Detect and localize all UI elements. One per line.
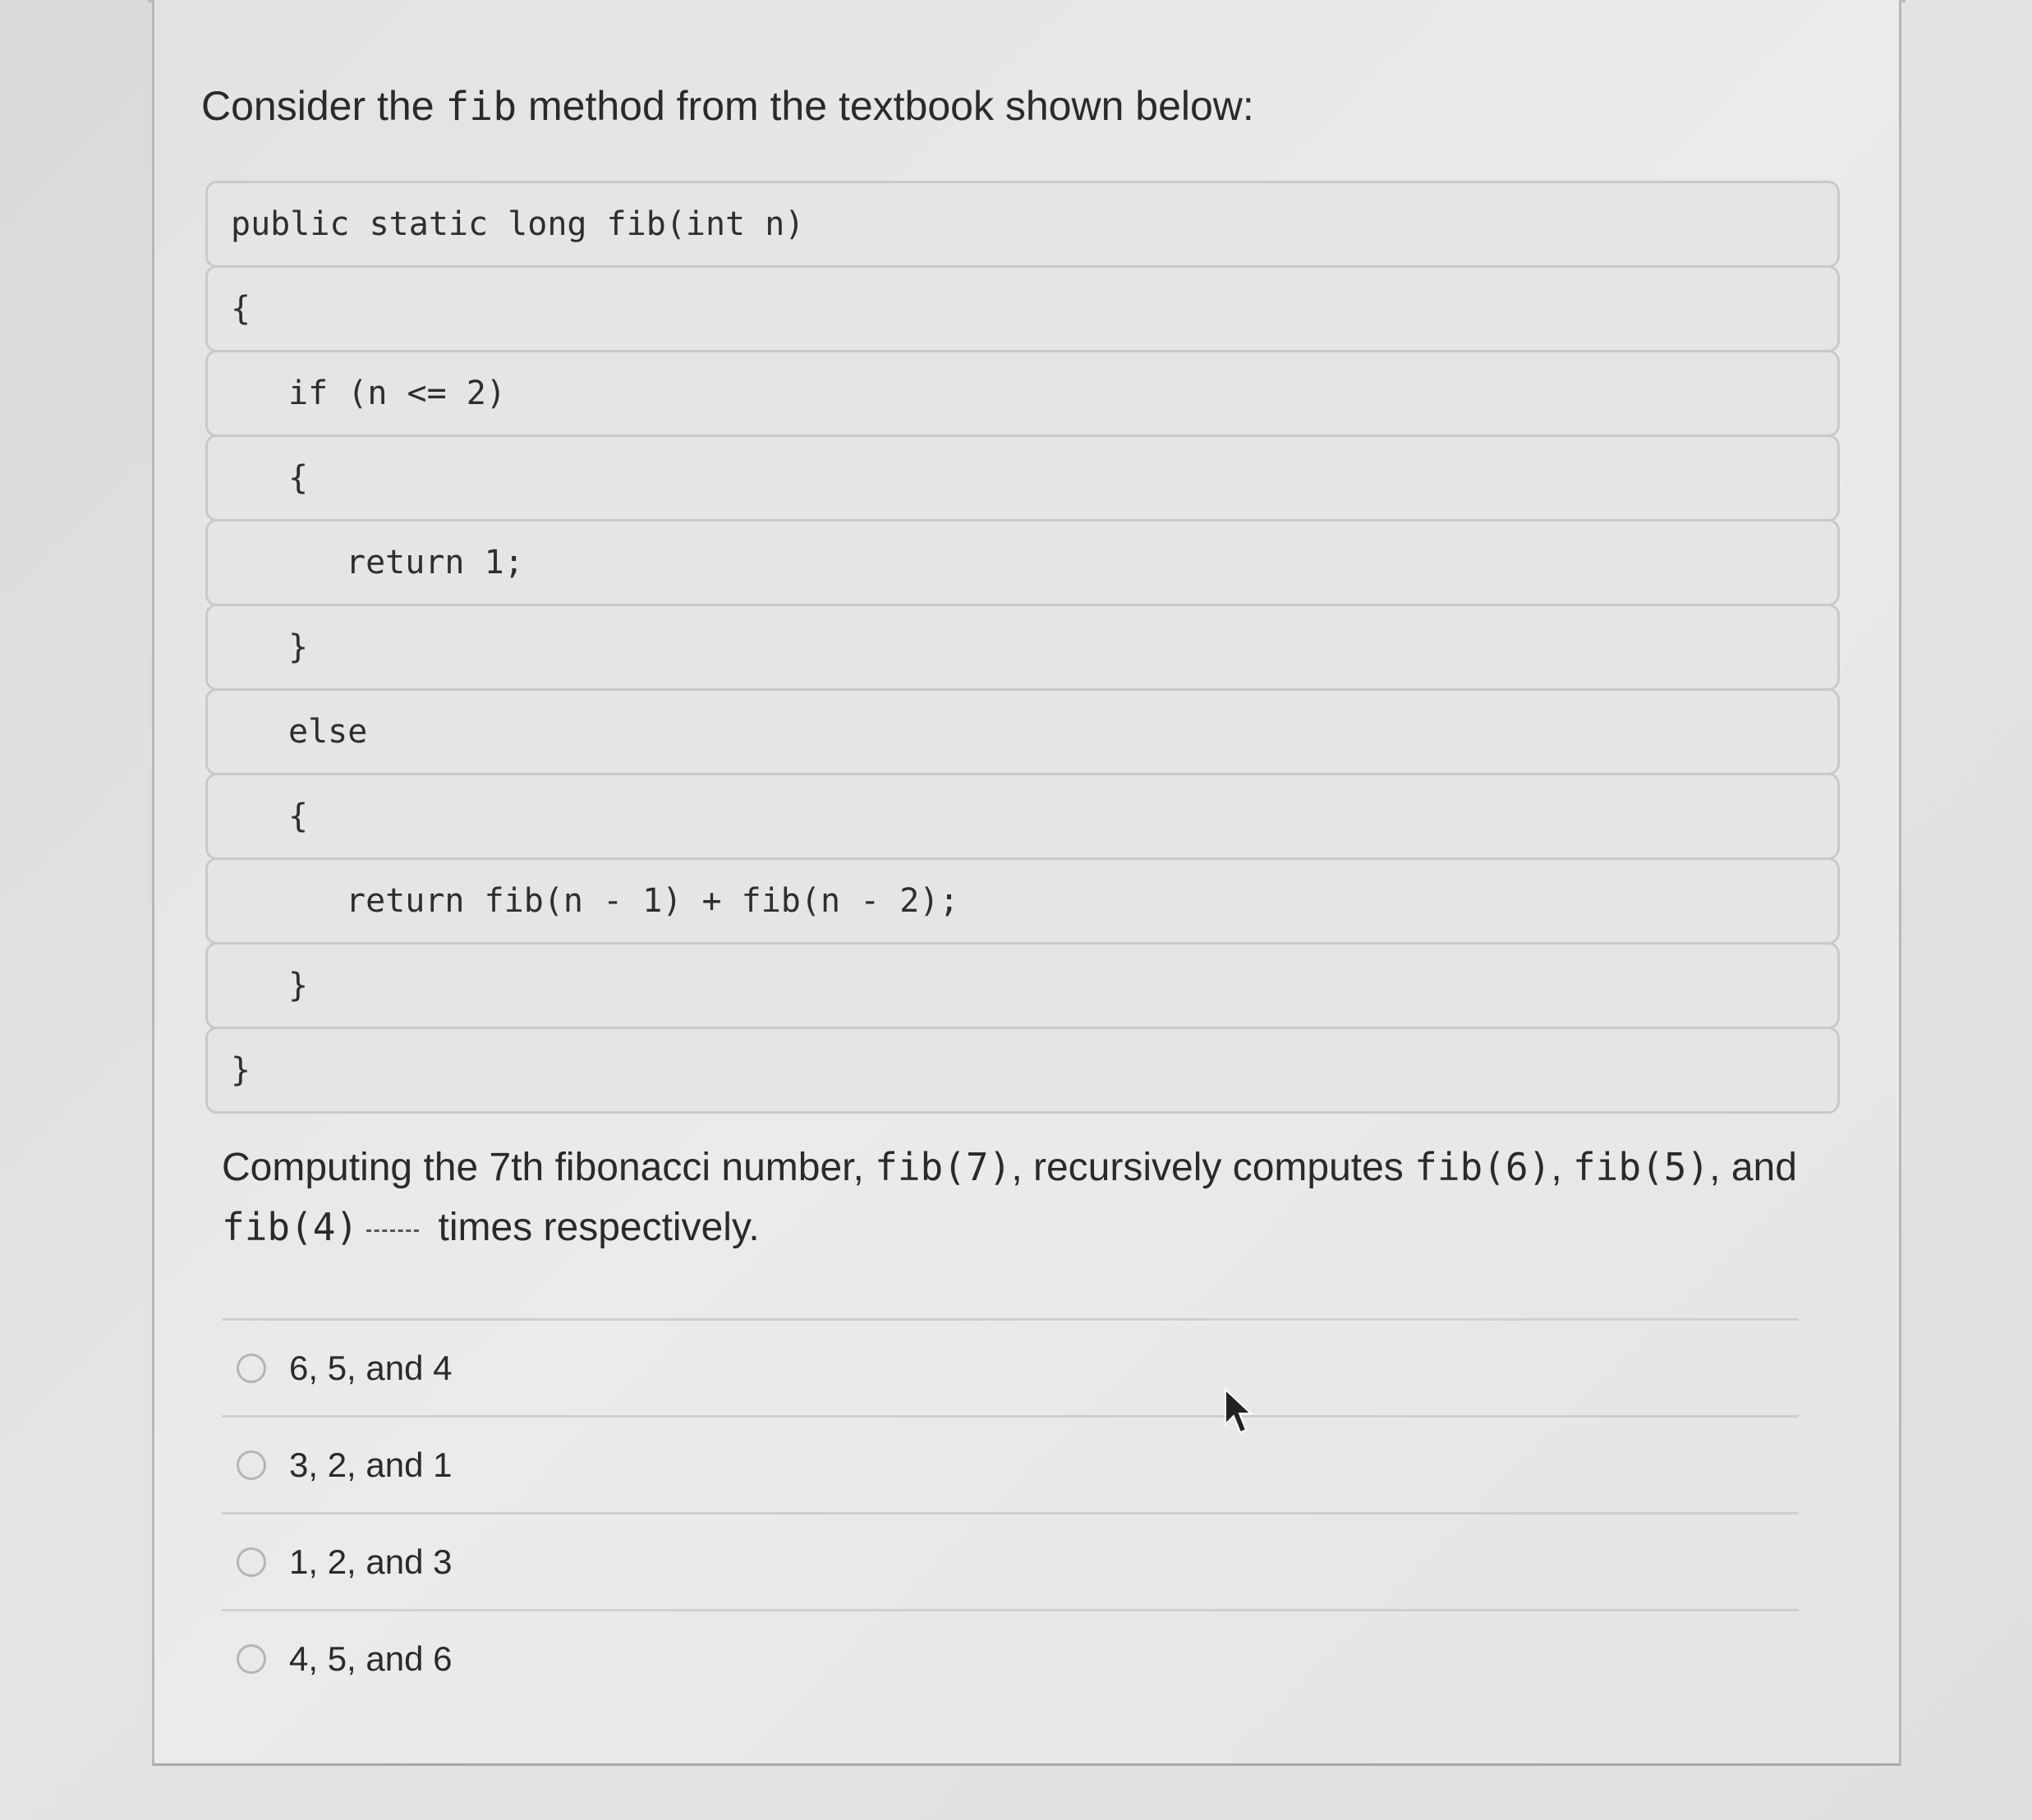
prompt-text: , recursively computes [1011,1146,1415,1189]
answer-options [222,1318,1799,1706]
prompt-text: , and [1709,1146,1797,1189]
code-line: } [205,942,1840,1029]
code-line: public static long fib(int n) [205,181,1840,268]
answer-option[interactable] [222,1609,1799,1706]
code-line: { [205,265,1840,352]
code-line: } [205,604,1840,691]
answer-option[interactable] [222,1318,1799,1415]
radio-button[interactable] [237,1450,266,1480]
mouse-cursor-icon [1224,1388,1257,1437]
answer-option[interactable] [222,1415,1799,1512]
code-line: return fib(n - 1) + fib(n - 2); [205,857,1840,944]
prompt-code: fib(7) [875,1145,1012,1189]
prompt-text: Computing the 7th fibonacci number, [222,1146,876,1189]
code-line: { [205,773,1840,860]
code-line: } [205,1027,1840,1114]
prompt-code: fib(5) [1572,1145,1710,1189]
prompt-code: fib(6) [1414,1145,1552,1189]
radio-button[interactable] [237,1547,266,1577]
answer-option-label: 6, 5, and 4 [289,1348,453,1387]
radio-button[interactable] [237,1354,266,1383]
answer-option-label: 3, 2, and 1 [289,1445,453,1484]
answer-option-label: 4, 5, and 6 [289,1638,453,1678]
intro-text-before: Consider the [201,83,446,129]
prompt-text: times respectively. [427,1206,760,1249]
intro-text-after: method from the textbook shown below: [517,83,1254,129]
code-line: { [205,434,1840,522]
intro-code: fib [445,84,517,130]
answer-option-label: 1, 2, and 3 [289,1542,453,1581]
answer-blank [366,1229,419,1232]
prompt-code: fib(4) [222,1205,359,1249]
code-line: return 1; [205,519,1840,606]
radio-button[interactable] [237,1644,266,1674]
answer-option[interactable] [222,1512,1799,1609]
code-line: if (n <= 2) [205,350,1840,437]
question-prompt [222,1138,1807,1257]
code-line: else [205,688,1840,775]
question-intro [201,82,1254,130]
code-block [205,181,1840,1114]
prompt-text: , [1551,1146,1573,1189]
